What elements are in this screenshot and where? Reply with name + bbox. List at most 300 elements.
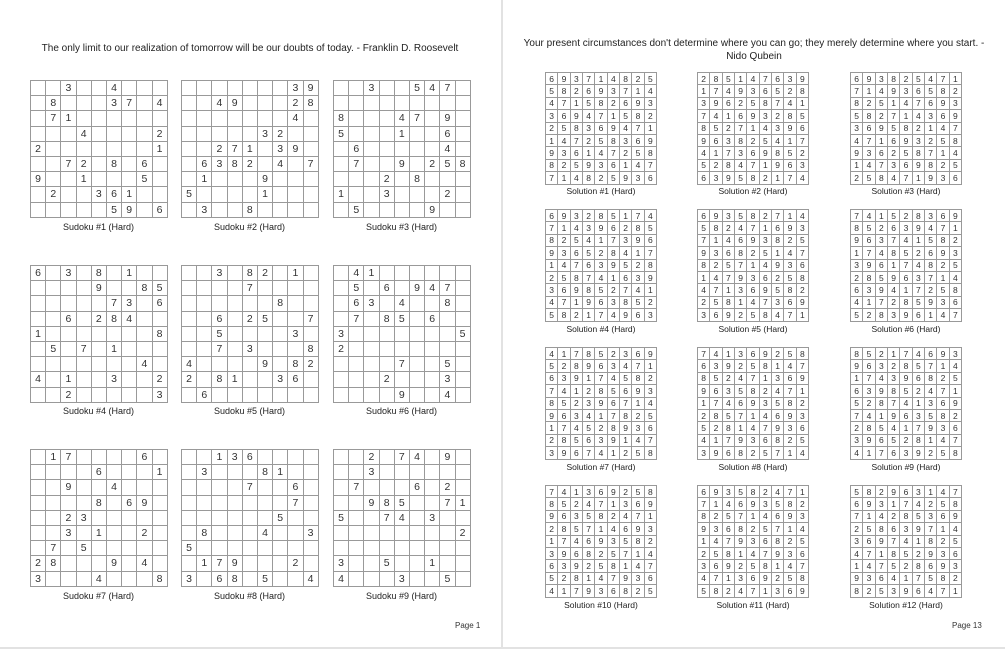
grid-cell: 5 [912,510,924,522]
grid-cell: 2 [851,523,863,535]
grid-cell [122,281,137,296]
grid-cell [137,96,152,111]
grid-row [31,525,168,540]
grid-cell [409,357,424,372]
grid-cell: 4 [137,357,152,372]
grid-cell: 8 [710,585,722,597]
grid-cell: 5 [644,222,656,234]
grid-cell: 8 [227,571,242,586]
grid-cell: 3 [632,271,644,283]
grid-cell: 7 [644,247,656,259]
grid-cell: 4 [349,266,364,281]
grid-cell: 2 [582,210,594,222]
grid-cell: 8 [619,73,631,85]
grid-cell: 5 [710,547,722,559]
grid-row [546,110,657,122]
grid-cell [76,296,91,311]
grid-cell: 6 [759,271,771,283]
grid-cell: 6 [582,434,594,446]
grid-cell: 1 [796,97,808,109]
grid-cell: 6 [288,372,303,387]
grid-cell: 2 [607,97,619,109]
grid-cell [76,81,91,96]
grid-cell: 4 [632,284,644,296]
grid-cell: 2 [863,309,875,321]
grid-cell: 4 [722,85,734,97]
grid-cell [379,571,394,586]
grid-cell: 2 [734,360,746,372]
grid-cell: 3 [851,259,863,271]
solution-11-grid [697,485,809,598]
grid-cell: 7 [546,385,558,397]
grid-cell [227,202,242,217]
grid-cell: 9 [949,210,961,222]
grid-cell: 8 [912,560,924,572]
grid-cell: 5 [796,535,808,547]
grid-cell: 2 [607,348,619,360]
grid-row [334,156,471,171]
grid-row [31,556,168,571]
grid-row [851,498,962,510]
grid-row [334,495,471,510]
grid-cell: 7 [949,309,961,321]
grid-cell [152,541,167,556]
grid-cell: 5 [784,147,796,159]
grid-cell: 3 [924,210,936,222]
grid-cell [334,266,349,281]
grid-cell [409,510,424,525]
grid-cell: 2 [710,510,722,522]
grid-row [334,172,471,187]
grid-cell [152,311,167,326]
grid-cell: 4 [546,348,558,360]
grid-cell: 2 [582,560,594,572]
grid-row [182,387,319,402]
grid-cell [197,311,212,326]
grid-cell [91,202,106,217]
grid-cell [425,450,440,465]
grid-cell: 1 [122,187,137,202]
grid-cell: 6 [900,159,912,171]
grid-cell [379,465,394,480]
grid-cell: 4 [632,434,644,446]
grid-cell: 4 [698,572,710,584]
sudoku-6-grid [333,265,471,403]
grid-cell: 4 [76,126,91,141]
grid-cell [455,296,470,311]
grid-cell [394,480,409,495]
solution-12-grid [850,485,962,598]
grid-cell: 2 [722,372,734,384]
grid-cell: 4 [570,422,582,434]
grid-cell: 9 [710,486,722,498]
grid-cell: 4 [900,97,912,109]
grid-cell: 2 [595,547,607,559]
grid-cell: 8 [152,326,167,341]
grid-cell [227,111,242,126]
grid-cell: 8 [595,97,607,109]
grid-cell [379,266,394,281]
sudoku-8-grid [181,449,319,587]
grid-cell [122,465,137,480]
grid-cell: 5 [570,523,582,535]
grid-cell [425,326,440,341]
grid-cell [409,571,424,586]
grid-cell: 2 [851,172,863,184]
grid-cell [182,465,197,480]
grid-cell: 3 [632,422,644,434]
grid-cell: 7 [698,498,710,510]
grid-cell: 5 [546,572,558,584]
grid-row [546,360,657,372]
grid-cell: 7 [106,296,121,311]
grid-cell [394,81,409,96]
grid-cell: 4 [607,372,619,384]
grid-cell [349,187,364,202]
grid-row [851,309,962,321]
grid-cell [61,96,76,111]
grid-cell: 6 [747,572,759,584]
grid-row [546,134,657,146]
grid-row [31,357,168,372]
grid-row [851,447,962,459]
grid-cell: 7 [924,360,936,372]
grid-cell [106,525,121,540]
grid-cell [137,465,152,480]
grid-cell: 9 [137,495,152,510]
grid-cell: 7 [887,110,899,122]
grid-cell [425,372,440,387]
grid-cell: 5 [771,85,783,97]
grid-cell [364,172,379,187]
grid-row [31,341,168,356]
grid-cell [349,450,364,465]
grid-cell: 8 [558,85,570,97]
grid-cell: 3 [900,447,912,459]
grid-row [698,535,809,547]
grid-cell [31,387,46,402]
grid-cell: 8 [796,85,808,97]
grid-cell: 8 [644,147,656,159]
grid-cell [197,266,212,281]
grid-cell: 3 [91,187,106,202]
grid-cell: 1 [851,247,863,259]
grid-cell: 8 [722,159,734,171]
grid-cell: 1 [607,271,619,283]
grid-cell [455,187,470,202]
grid-cell [182,311,197,326]
grid-cell: 1 [771,247,783,259]
grid-cell: 4 [632,159,644,171]
grid-cell: 2 [949,85,961,97]
grid-cell: 3 [851,434,863,446]
grid-cell: 6 [698,486,710,498]
grid-cell: 8 [710,73,722,85]
grid-cell: 8 [619,409,631,421]
solution-8-label: Solution #8 (Hard) [718,462,788,472]
grid-cell: 7 [863,372,875,384]
grid-cell: 7 [546,486,558,498]
grid-cell: 9 [644,134,656,146]
grid-cell: 1 [197,556,212,571]
grid-cell: 3 [546,547,558,559]
grid-row [182,111,319,126]
grid-row [182,465,319,480]
grid-cell: 7 [900,348,912,360]
solution-8-grid [697,347,809,460]
grid-cell: 3 [771,122,783,134]
grid-cell: 9 [619,572,631,584]
grid-cell: 8 [619,296,631,308]
grid-cell [182,341,197,356]
grid-cell [212,202,227,217]
left-page-quote: The only limit to our realization of tomorrow will be our doubts of today. - Franklin D. Roosevelt [41,43,459,54]
grid-cell: 8 [227,156,242,171]
grid-cell: 2 [595,172,607,184]
grid-cell: 8 [595,385,607,397]
grid-cell: 3 [644,385,656,397]
sudoku-9-grid [333,449,471,587]
grid-cell [197,141,212,156]
grid-cell: 5 [76,541,91,556]
grid-cell: 7 [912,97,924,109]
grid-row [546,85,657,97]
grid-cell [31,357,46,372]
grid-cell: 9 [558,547,570,559]
grid-cell [379,81,394,96]
grid-cell: 2 [875,222,887,234]
grid-cell [425,172,440,187]
grid-cell: 5 [722,510,734,522]
grid-row [698,498,809,510]
grid-cell: 5 [784,572,796,584]
grid-cell: 3 [394,571,409,586]
grid-cell: 8 [644,447,656,459]
grid-cell: 3 [924,110,936,122]
grid-cell [137,141,152,156]
grid-cell [197,81,212,96]
grid-cell [425,525,440,540]
grid-cell: 3 [887,585,899,597]
grid-cell: 2 [644,372,656,384]
grid-cell: 3 [784,259,796,271]
grid-cell: 8 [747,385,759,397]
grid-cell [212,81,227,96]
grid-cell: 1 [796,486,808,498]
grid-cell [106,541,121,556]
solution-7-label: Solution #7 (Hard) [566,462,636,472]
grid-cell: 3 [595,585,607,597]
grid-cell: 9 [619,172,631,184]
grid-cell: 3 [949,247,961,259]
grid-cell: 1 [607,498,619,510]
grid-cell [61,141,76,156]
grid-cell: 8 [334,111,349,126]
grid-cell [364,510,379,525]
grid-cell: 4 [644,85,656,97]
grid-cell: 8 [784,110,796,122]
grid-cell: 1 [887,97,899,109]
grid-cell: 5 [900,147,912,159]
grid-cell [46,266,61,281]
grid-cell: 4 [607,523,619,535]
grid-cell: 9 [747,234,759,246]
grid-cell: 3 [570,210,582,222]
grid-cell [349,372,364,387]
grid-cell: 6 [644,572,656,584]
grid-cell: 9 [582,360,594,372]
grid-cell [425,266,440,281]
grid-cell: 9 [900,585,912,597]
grid-cell [152,556,167,571]
grid-cell [106,111,121,126]
grid-cell: 7 [863,547,875,559]
grid-cell: 5 [747,560,759,572]
grid-cell [455,281,470,296]
grid-cell [409,465,424,480]
grid-cell: 4 [546,97,558,109]
grid-cell: 4 [863,560,875,572]
grid-cell: 8 [698,510,710,522]
grid-cell [137,372,152,387]
grid-cell: 3 [227,450,242,465]
grid-cell: 9 [698,385,710,397]
grid-cell: 8 [759,560,771,572]
grid-cell [257,480,272,495]
grid-cell: 3 [796,510,808,522]
grid-cell: 4 [784,97,796,109]
grid-cell: 4 [937,122,949,134]
grid-cell: 1 [759,372,771,384]
grid-cell: 3 [759,110,771,122]
grid-cell: 7 [440,281,455,296]
grid-cell: 4 [863,159,875,171]
grid-cell [227,172,242,187]
grid-cell: 8 [949,284,961,296]
grid-cell: 2 [863,97,875,109]
grid-cell [440,541,455,556]
grid-cell: 7 [734,409,746,421]
grid-cell: 8 [900,360,912,372]
grid-cell: 4 [595,147,607,159]
grid-cell: 6 [570,447,582,459]
right-page-quote-line2: Nido Qubein [726,51,782,62]
grid-cell: 5 [607,210,619,222]
grid-cell: 9 [570,560,582,572]
grid-cell [31,450,46,465]
grid-cell [257,556,272,571]
grid-cell: 6 [734,234,746,246]
grid-cell [106,387,121,402]
grid-cell: 9 [937,560,949,572]
grid-cell [409,387,424,402]
grid-cell: 2 [288,556,303,571]
grid-row [182,281,319,296]
grid-cell: 9 [558,210,570,222]
sudoku-4-label: Sudoku #4 (Hard) [62,406,135,416]
grid-row [182,141,319,156]
grid-cell: 5 [546,360,558,372]
grid-cell: 4 [949,147,961,159]
grid-cell: 5 [887,560,899,572]
grid-cell: 8 [632,222,644,234]
grid-cell: 1 [784,447,796,459]
grid-cell: 6 [197,387,212,402]
grid-cell: 2 [46,187,61,202]
grid-cell [273,387,288,402]
grid-cell: 2 [784,85,796,97]
grid-cell [303,202,318,217]
grid-cell: 4 [425,81,440,96]
grid-cell: 2 [759,486,771,498]
grid-cell: 1 [734,422,746,434]
grid-cell [440,326,455,341]
grid-cell: 9 [863,434,875,446]
grid-cell [182,126,197,141]
grid-cell: 8 [949,447,961,459]
grid-cell: 6 [546,372,558,384]
grid-cell: 3 [924,397,936,409]
grid-cell: 4 [106,480,121,495]
grid-cell [61,541,76,556]
grid-cell: 4 [607,73,619,85]
grid-cell: 8 [46,556,61,571]
grid-cell: 7 [61,156,76,171]
grid-cell [334,480,349,495]
grid-cell: 1 [759,585,771,597]
grid-cell: 1 [619,434,631,446]
grid-cell: 8 [771,434,783,446]
grid-cell: 2 [152,372,167,387]
grid-cell: 1 [619,159,631,171]
grid-cell: 2 [863,585,875,597]
grid-row [31,111,168,126]
grid-cell: 9 [595,397,607,409]
grid-row [31,172,168,187]
grid-cell [303,450,318,465]
grid-cell [334,465,349,480]
grid-cell: 4 [152,96,167,111]
grid-cell: 7 [46,541,61,556]
grid-cell: 7 [851,85,863,97]
grid-cell: 1 [546,259,558,271]
grid-cell: 1 [632,85,644,97]
grid-cell: 9 [570,372,582,384]
grid-cell: 5 [747,97,759,109]
grid-cell: 6 [619,523,631,535]
grid-cell: 3 [949,560,961,572]
grid-cell: 2 [334,341,349,356]
grid-cell: 9 [722,360,734,372]
grid-cell: 8 [644,259,656,271]
grid-cell [122,387,137,402]
grid-cell: 9 [759,572,771,584]
grid-row [698,222,809,234]
grid-cell [227,510,242,525]
sudoku-3-grid [333,80,471,218]
grid-cell: 2 [546,271,558,283]
grid-cell [364,202,379,217]
grid-cell: 8 [863,271,875,283]
solution-9-label: Solution #9 (Hard) [871,462,941,472]
grid-cell: 7 [747,372,759,384]
grid-cell: 7 [570,259,582,271]
grid-cell: 1 [546,535,558,547]
grid-row [698,259,809,271]
grid-cell: 1 [632,247,644,259]
grid-cell: 6 [607,222,619,234]
grid-cell: 7 [912,284,924,296]
